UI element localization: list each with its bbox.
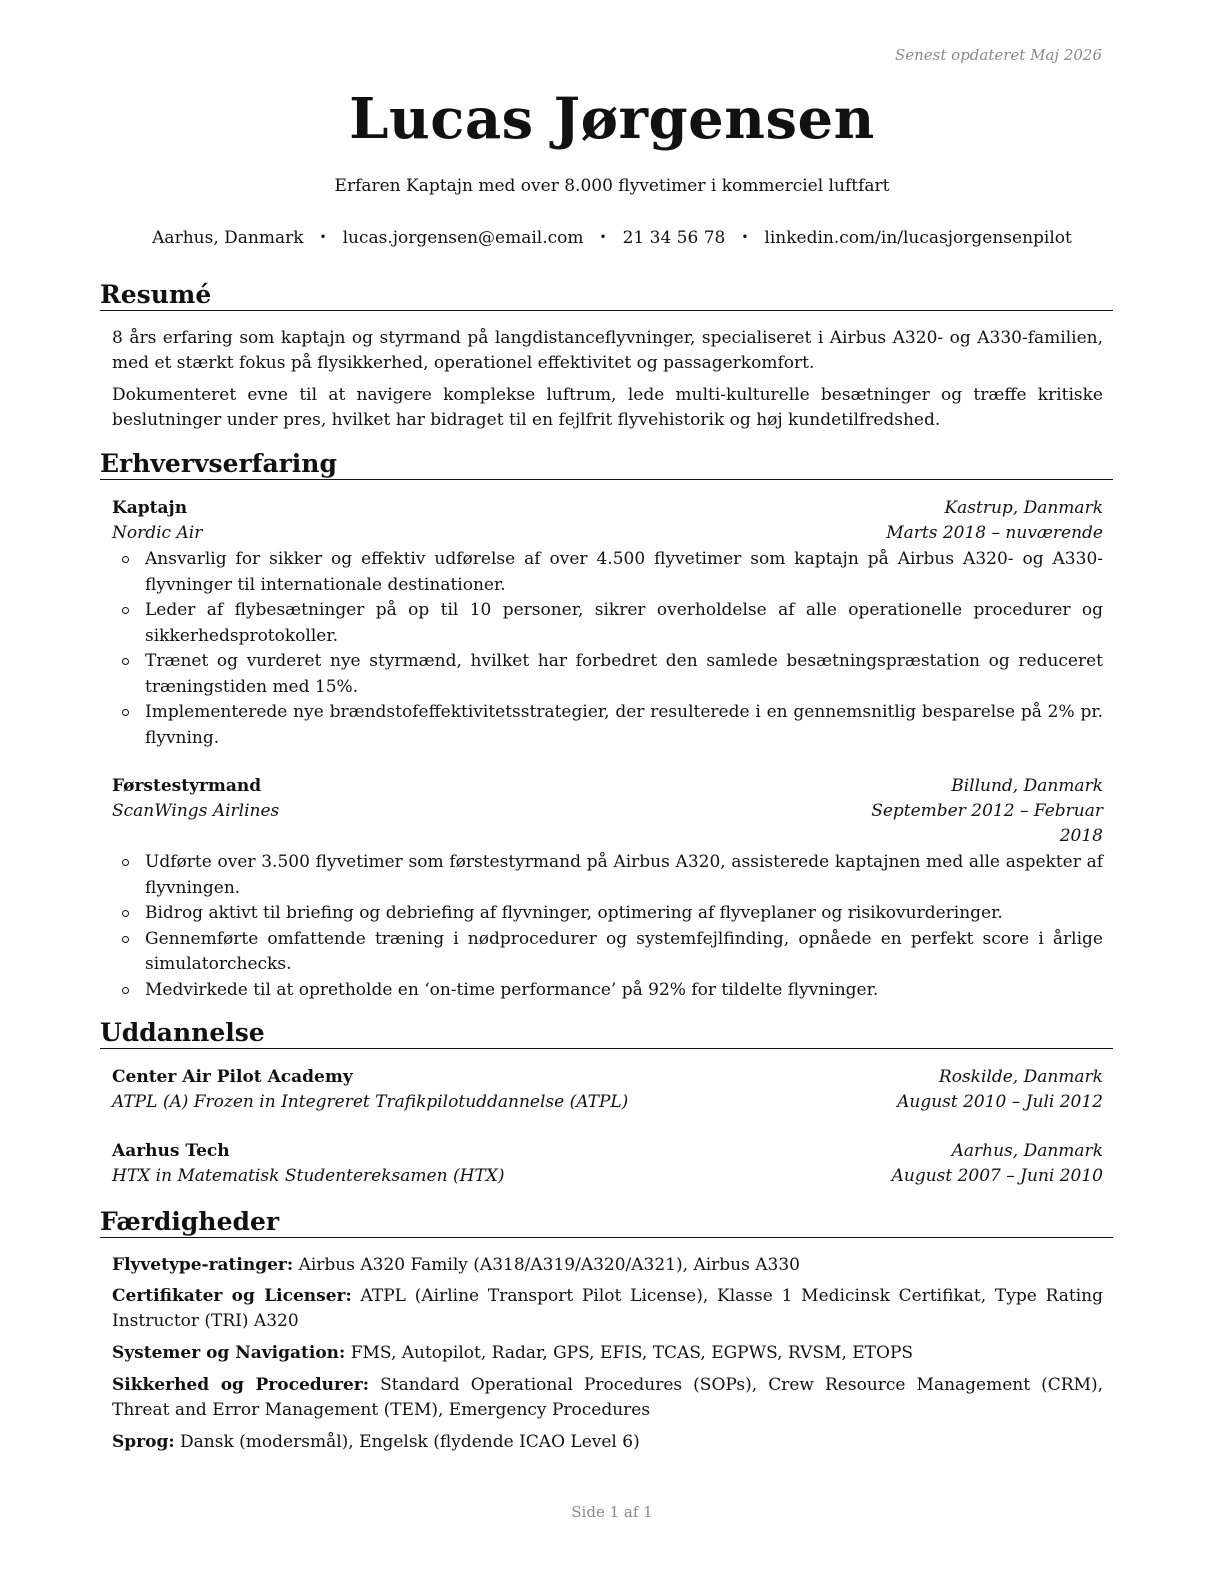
education-location: Aarhus, Danmark (951, 1141, 1103, 1161)
bullet-separator: • (319, 230, 327, 244)
skill-row (112, 1341, 1103, 1366)
page-number: Side 1 af 1 (571, 1503, 653, 1521)
job-company: ScanWings Airlines (112, 801, 280, 821)
job-bullets (112, 850, 1103, 1003)
list-item: Trænet og vurderet nye styrmænd, hvilket har forbedret den samlede besætningspræstation og reduceret træningstiden med 15%. (112, 649, 1103, 700)
list-item: Leder af flybesætninger på op til 10 personer, sikrer overholdelse af alle operationelle procedurer og sikkerhedsprotokoller. (112, 598, 1103, 649)
skill-value: FMS, Autopilot, Radar, GPS, EFIS, TCAS, EGPWS, RVSM, ETOPS (350, 1343, 914, 1363)
section-title-summary: Resumé (100, 280, 1113, 311)
job-location: Kastrup, Danmark (944, 498, 1103, 518)
circle-bullet-icon (122, 607, 129, 614)
job-company: Nordic Air (112, 523, 203, 543)
skill-value: Standard Operational Procedures (SOPs), Crew Resource Management (CRM), Threat and Error Management (TEM), Emergency Procedures (112, 1375, 1104, 1420)
circle-bullet-icon (122, 987, 129, 994)
education-school: Aarhus Tech (112, 1141, 230, 1161)
circle-bullet-icon (122, 936, 129, 943)
job-dates: Marts 2018 – nuværende (886, 523, 1103, 543)
skill-row (112, 1253, 1103, 1278)
education-location: Roskilde, Danmark (938, 1067, 1103, 1087)
circle-bullet-icon (122, 859, 129, 866)
skill-value: ATPL (Airline Transport Pilot License), Klasse 1 Medicinsk Certifikat, Type Rating Instructor (TRI) A320 (112, 1286, 1103, 1331)
contact-location: Aarhus, Danmark (152, 228, 304, 248)
education-school: Center Air Pilot Academy (112, 1067, 353, 1087)
section-title-skills: Færdigheder (100, 1207, 1113, 1238)
skill-row (112, 1373, 1103, 1423)
contact-phone: 21 34 56 78 (622, 228, 726, 248)
contact-email[interactable]: lucas.jorgensen@email.com (342, 228, 584, 248)
skill-row (112, 1430, 1103, 1455)
section-title-education: Uddannelse (100, 1018, 1113, 1049)
education-degree: HTX in Matematisk Studentereksamen (HTX) (112, 1166, 505, 1186)
tagline: Erfaren Kaptajn med over 8.000 flyvetimer i kommerciel luftfart (334, 176, 890, 196)
list-item: Udførte over 3.500 flyvetimer som førstestyrmand på Airbus A320, assisterede kaptajnen med alle aspekter af flyvningen. (112, 850, 1103, 901)
skill-value: Dansk (modersmål), Engelsk (flydende ICAO Level 6) (180, 1432, 640, 1452)
education-degree: ATPL (A) Frozen in Integreret Trafikpilotuddannelse (ATPL) (112, 1092, 629, 1112)
circle-bullet-icon (122, 556, 129, 563)
summary-paragraph-1: 8 års erfaring som kaptajn og styrmand på langdistanceflyvninger, specialiseret i Airbus A320- og A330-familien, med et stærkt fokus på flysikkerhed, operationel effektivitet og passagerkomfort. (112, 328, 1103, 373)
job-dates: September 2012 – Februar 2018 (871, 801, 1103, 846)
job-role: Førstestyrmand (112, 776, 262, 796)
candidate-name: Lucas Jørgensen (349, 86, 875, 152)
skill-label: Sikkerhed og Procedurer: (112, 1375, 370, 1395)
skill-label: Certifikater og Licenser: (112, 1286, 352, 1306)
education-dates: August 2010 – Juli 2012 (897, 1092, 1103, 1112)
last-updated: Senest opdateret Maj 2026 (894, 46, 1102, 64)
circle-bullet-icon (122, 658, 129, 665)
list-item: Ansvarlig for sikker og effektiv udførelse af over 4.500 flyvetimer som kaptajn på Airbus A320- og A330-flyvninger til internationale destinationer. (112, 547, 1103, 598)
education-dates: August 2007 – Juni 2010 (891, 1166, 1103, 1186)
skill-value: Airbus A320 Family (A318/A319/A320/A321), Airbus A330 (298, 1255, 800, 1275)
section-title-experience: Erhvervserfaring (100, 449, 1113, 480)
job-bullets (112, 547, 1103, 751)
list-item: Gennemførte omfattende træning i nødprocedurer og systemfejlfinding, opnåede en perfekt score i årlige simulatorchecks. (112, 927, 1103, 978)
skill-label: Sprog: (112, 1432, 175, 1452)
circle-bullet-icon (122, 910, 129, 917)
circle-bullet-icon (122, 709, 129, 716)
list-item: Medvirkede til at opretholde en ‘on-time performance’ på 92% for tildelte flyvninger. (112, 978, 1103, 1004)
skill-row (112, 1284, 1103, 1334)
list-item: Bidrog aktivt til briefing og debriefing af flyvninger, optimering af flyveplaner og risikovurderinger. (112, 901, 1103, 927)
skill-label: Systemer og Navigation: (112, 1343, 346, 1363)
job-location: Billund, Danmark (951, 776, 1103, 796)
job-role: Kaptajn (112, 498, 188, 518)
bullet-separator: • (599, 230, 607, 244)
contact-line (0, 228, 1224, 248)
contact-linkedin[interactable]: linkedin.com/in/lucasjorgensenpilot (764, 228, 1072, 248)
summary-paragraph-2: Dokumenteret evne til at navigere komplekse luftrum, lede multi-kulturelle besætninger og træffe kritiske beslutninger under pres, hvilket har bidraget til en fejlfrit flyvehistorik og høj kundetilfredshed. (112, 385, 1103, 430)
bullet-separator: • (741, 230, 749, 244)
skill-label: Flyvetype-ratinger: (112, 1255, 294, 1275)
list-item: Implementerede nye brændstofeffektivitetsstrategier, der resulterede i en gennemsnitlig besparelse på 2% pr. flyvning. (112, 700, 1103, 751)
